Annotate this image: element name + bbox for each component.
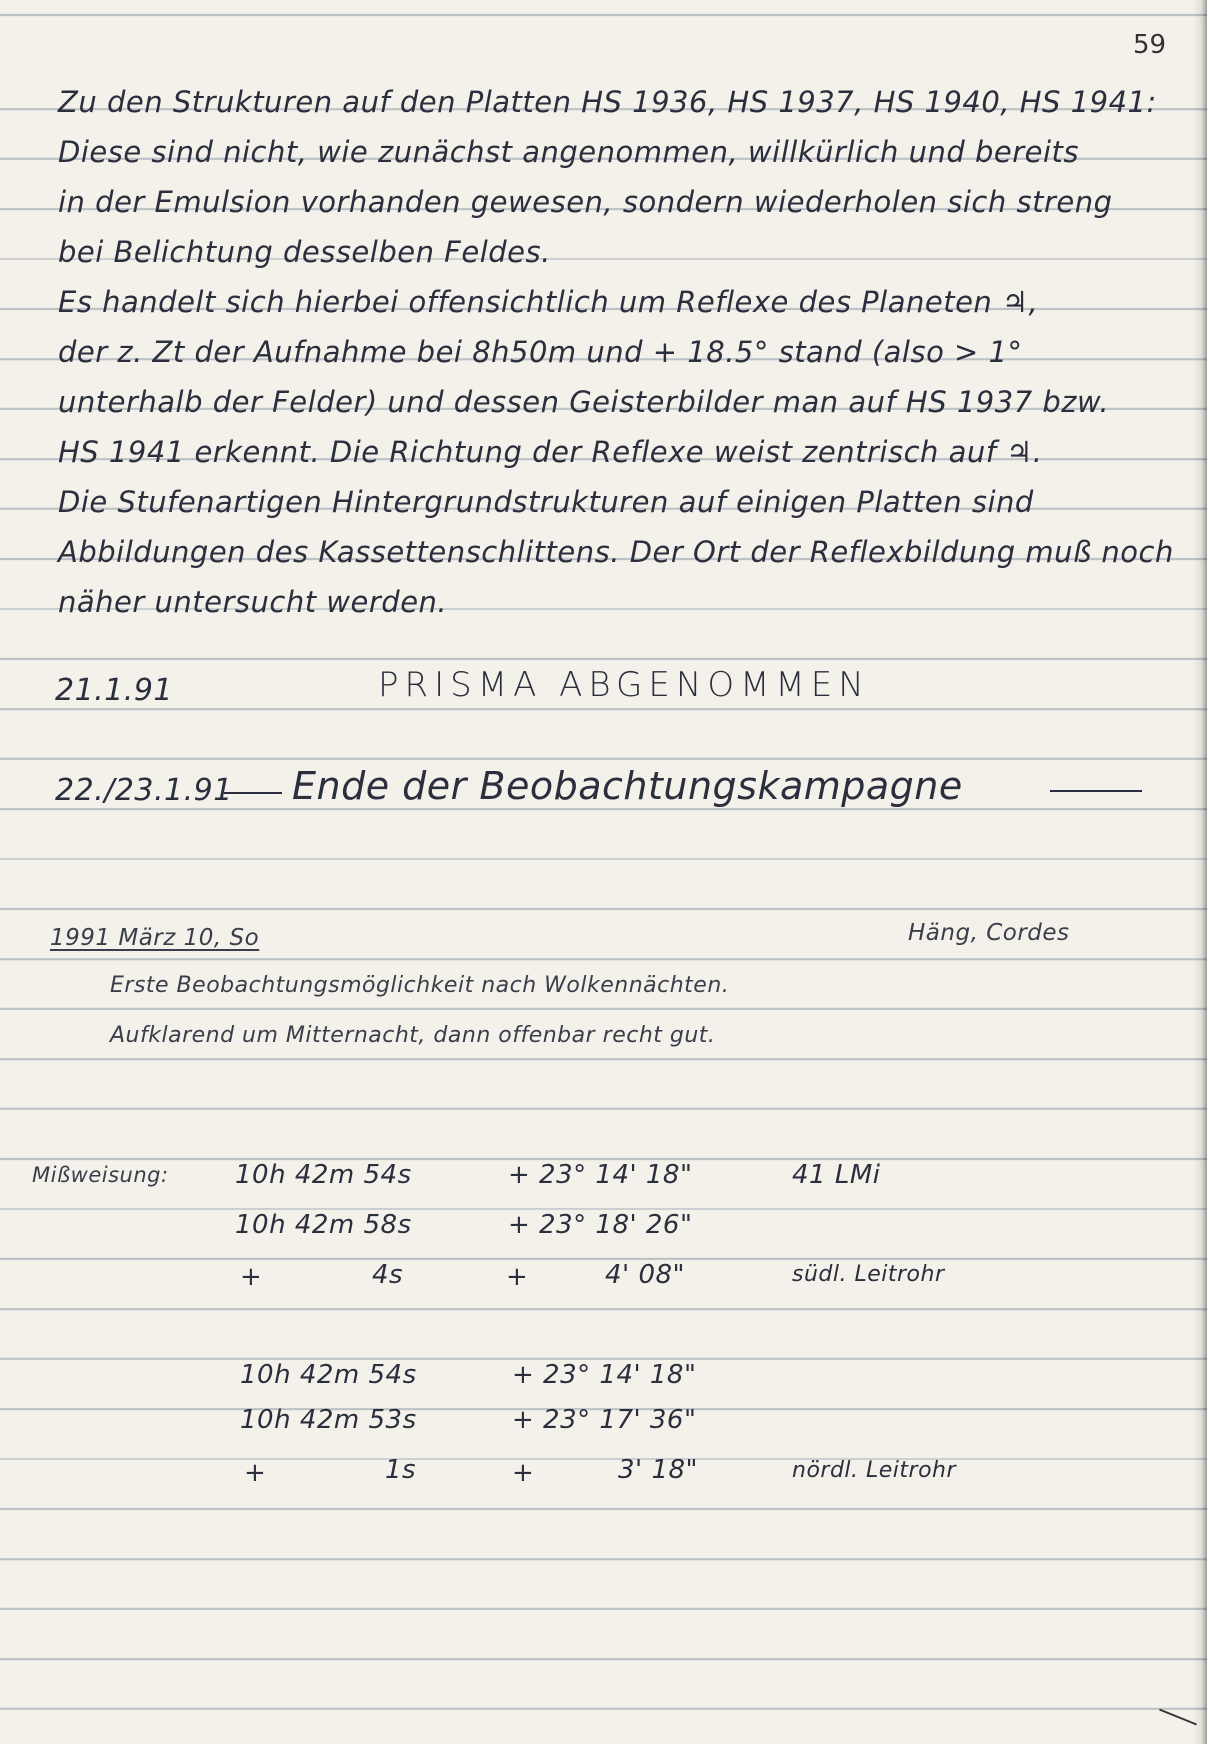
dec-sign: + [512,1458,535,1488]
text-line: näher untersucht werden. [58,585,448,619]
entry-title: Ende der Beobachtungskampagne [292,764,963,808]
text-line: Die Stufenartigen Hintergrundstrukturen auf einigen Platten sind [58,485,1034,519]
dec-value: + 23° 14' 18" [512,1360,697,1390]
ra-sign: + [240,1262,263,1292]
dec-diff: 3' 18" [618,1455,698,1485]
telescope-note: nördl. Leitrohr [792,1458,957,1483]
missweisung-label: Mißweisung: [32,1163,169,1187]
dec-diff: 4' 08" [605,1260,685,1290]
entry-date: 21.1.91 [55,673,174,708]
note-line: Aufklarend um Mitternacht, dann offenbar recht gut. [110,1023,716,1048]
entry-title: PRISMA ABGENOMMEN [378,665,870,705]
ra-value: 10h 42m 54s [240,1360,417,1390]
telescope-note: südl. Leitrohr [792,1262,945,1287]
observers: Häng, Cordes [908,920,1070,946]
dec-sign: + [506,1262,529,1292]
text-line: HS 1941 erkennt. Die Richtung der Reflexe weist zentrisch auf ♃. [58,435,1043,469]
entry-date: 22./23.1.91 [55,773,233,808]
dash-rule [1050,790,1142,792]
ra-diff: 1s [385,1455,417,1485]
text-line: bei Belichtung desselben Feldes. [58,235,551,269]
dec-value: + 23° 14' 18" [508,1160,693,1190]
text-line: Es handelt sich hierbei offensichtlich um Reflexe des Planeten ♃, [58,285,1039,319]
note-line: Erste Beobachtungsmöglichkeit nach Wolkennächten. [110,973,730,998]
ra-value: 10h 42m 53s [240,1405,417,1435]
dec-value: + 23° 17' 36" [512,1405,697,1435]
text-line: Diese sind nicht, wie zunächst angenommen, willkürlich und bereits [58,135,1080,169]
dash-rule [224,792,282,794]
entry-heading: 1991 März 10, So [50,925,260,951]
dec-value: + 23° 18' 26" [508,1210,693,1240]
ra-value: 10h 42m 58s [235,1210,412,1240]
text-line: Zu den Strukturen auf den Platten HS 1936, HS 1937, HS 1940, HS 1941: [58,85,1157,119]
ra-sign: + [244,1458,267,1488]
text-line: unterhalb der Felder) und dessen Geisterbilder man auf HS 1937 bzw. [58,385,1110,419]
object-note: 41 LMi [792,1160,881,1190]
ra-value: 10h 42m 54s [235,1160,412,1190]
corner-pen-mark [1159,1709,1197,1726]
page-number: 59 [1133,30,1167,60]
text-line: in der Emulsion vorhanden gewesen, sondern wiederholen sich streng [58,185,1113,219]
text-line: Abbildungen des Kassettenschlittens. Der Ort der Reflexbildung muß noch [58,535,1174,569]
text-line: der z. Zt der Aufnahme bei 8h50m und + 18.5° stand (also > 1° [58,335,1023,369]
ra-diff: 4s [372,1260,404,1290]
